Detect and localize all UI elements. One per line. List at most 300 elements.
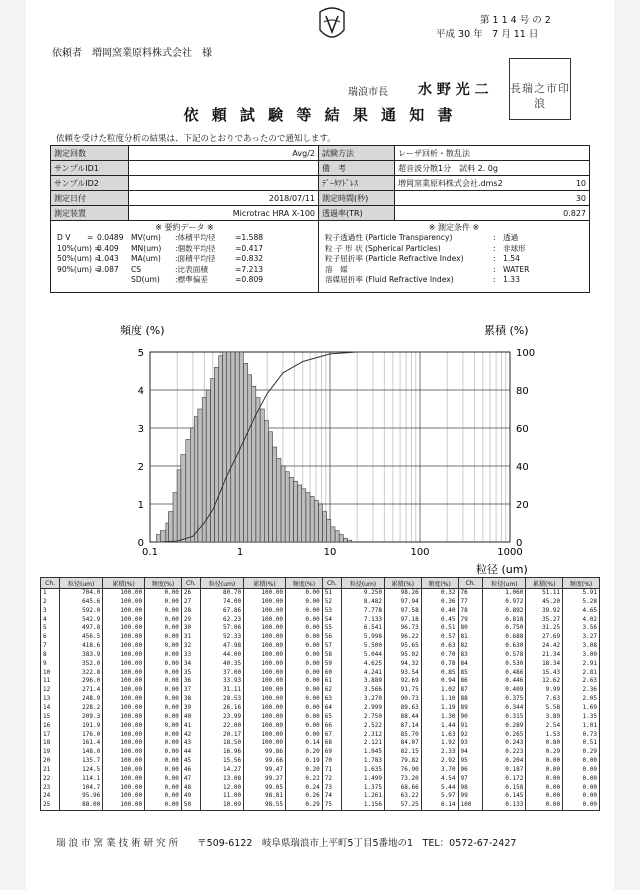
table-cell: 0.00 [145, 784, 182, 793]
condition-text: 溶 媒 [325, 264, 348, 274]
issuer-name: 水 野 光 二 [418, 82, 489, 98]
summary-cell-text: 3.087 [97, 264, 119, 274]
table-cell: 100.00 [244, 598, 286, 607]
histogram-bar [235, 352, 239, 542]
table-cell: 5 [41, 624, 60, 633]
table-cell: 124.5 [60, 766, 103, 775]
table-cell: 0.00 [145, 704, 182, 713]
table-cell: 1.69 [563, 704, 600, 713]
table-cell: 96 [458, 766, 483, 775]
histogram-bar [219, 356, 223, 542]
table-cell: 28.53 [201, 695, 244, 704]
table-cell: 0.94 [421, 677, 458, 686]
table-cell: 100.00 [244, 642, 286, 651]
table-row [41, 669, 600, 678]
table-cell: 5.91 [563, 589, 600, 598]
table-cell: 82 [458, 642, 483, 651]
table-cell: 36 [181, 677, 200, 686]
table-cell: 100.00 [103, 669, 145, 678]
table-cell: 0.00 [526, 757, 563, 766]
table-cell: 14 [41, 704, 60, 713]
summary-cell-text: :比表面積 [175, 264, 208, 274]
info-label: 測定時間(秒) [319, 191, 395, 206]
table-cell: 2.81 [563, 669, 600, 678]
histogram-bar [166, 523, 169, 542]
condition-text: 粒子屈折率 (Particle Refractive Index) [325, 254, 464, 263]
table-cell: 100.00 [103, 607, 145, 616]
table-cell: 2.05 [563, 695, 600, 704]
table-cell: 6.541 [342, 624, 385, 633]
y-tick-label: 3 [137, 424, 144, 435]
table-cell: 9.99 [526, 686, 563, 695]
table-cell: 15.43 [526, 669, 563, 678]
table-cell: 14.27 [201, 766, 244, 775]
summary-cell-text: D V [57, 233, 71, 242]
document-page [26, 0, 614, 890]
table-cell: 53 [322, 607, 341, 616]
summary-cell-text: :面積平均径 [175, 254, 216, 263]
table-cell: 0.00 [563, 784, 600, 793]
table-cell: 100.00 [244, 686, 286, 695]
document-title: 依 頼 試 験 等 結 果 通 知 書 [183, 106, 457, 124]
table-cell: 90.73 [384, 695, 421, 704]
table-cell: 4.54 [421, 775, 458, 784]
table-header: 頻度(%) [563, 578, 600, 589]
y2-tick-label: 20 [516, 500, 529, 511]
table-cell: 100.00 [244, 589, 286, 598]
table-cell: 0.00 [286, 722, 323, 731]
table-cell: 2.36 [563, 686, 600, 695]
table-cell: 99.86 [244, 748, 286, 757]
table-row [41, 642, 600, 651]
x-tick-label: 0.1 [142, 547, 158, 558]
table-cell: 0.00 [286, 651, 323, 660]
table-header: 累積(%) [526, 578, 563, 589]
table-cell: 0.243 [483, 739, 526, 748]
summary-cell-text: 10%(um) = [57, 243, 101, 253]
table-cell: 100.00 [244, 722, 286, 731]
table-cell: 5.28 [563, 598, 600, 607]
table-cell: 100.00 [103, 792, 145, 801]
table-cell: 82.15 [384, 748, 421, 757]
condition-text: 1.54 [503, 254, 520, 263]
table-cell: 4.241 [342, 669, 385, 678]
table-cell: 100.00 [244, 624, 286, 633]
table-cell: 39 [181, 704, 200, 713]
histogram-bar [231, 352, 235, 542]
table-cell: 100.00 [244, 633, 286, 642]
table-cell: 2.92 [421, 757, 458, 766]
table-cell: 10.09 [201, 801, 244, 810]
table-cell: 0.29 [286, 801, 323, 810]
table-cell: 3.566 [342, 686, 385, 695]
table-row [41, 633, 600, 642]
table-cell: 78 [458, 607, 483, 616]
table-header: Ch. [181, 578, 200, 589]
y-tick-label: 5 [137, 348, 144, 359]
histogram-bar [306, 493, 310, 542]
table-cell: 100.00 [103, 731, 145, 740]
condition-text: 透過 [503, 233, 519, 242]
table-cell: 72 [322, 775, 341, 784]
table-cell: 1.63 [421, 731, 458, 740]
summary-heading: ※ 要約データ ※ [155, 223, 214, 232]
table-cell: 84.07 [384, 739, 421, 748]
table-cell: 62.23 [201, 616, 244, 625]
table-cell: 6.14 [421, 801, 458, 810]
table-cell: 86 [458, 677, 483, 686]
table-cell: 0.85 [421, 669, 458, 678]
info-value: 超音波分散1分 試料 2. 0g [395, 161, 590, 176]
particle-size-chart [26, 318, 614, 580]
table-header: 累積(%) [384, 578, 421, 589]
table-cell: 352.0 [60, 660, 103, 669]
table-cell: 3.00 [563, 651, 600, 660]
table-cell: 20 [41, 757, 60, 766]
table-cell: 97.18 [384, 616, 421, 625]
footer-address: 瑞 浪 市 窯 業 技 術 研 究 所 〒509-6122 岐阜県瑞浪市上平町5丁目5番地の1 TEL：0572-67-2427 [56, 838, 517, 849]
table-cell: 1.10 [421, 695, 458, 704]
table-cell: 0.223 [483, 748, 526, 757]
table-cell: 100.00 [103, 651, 145, 660]
y-tick-label: 2 [137, 462, 144, 473]
table-cell: 71 [322, 766, 341, 775]
table-cell: 85 [458, 669, 483, 678]
summary-cell [51, 221, 319, 293]
table-cell: 271.4 [60, 686, 103, 695]
table-cell: 99.47 [244, 766, 286, 775]
table-cell: 2 [41, 598, 60, 607]
table-row [41, 651, 600, 660]
histogram-bar [293, 481, 297, 542]
table-cell: 3.08 [563, 642, 600, 651]
conditions-heading: ※ 測定条件 ※ [428, 223, 480, 232]
table-cell: 0.446 [483, 677, 526, 686]
table-cell: 0.00 [563, 757, 600, 766]
table-row [41, 598, 600, 607]
table-cell: 100.00 [103, 677, 145, 686]
table-cell: 2.750 [342, 713, 385, 722]
condition-text: 非球形 [503, 243, 526, 253]
table-cell: 0.00 [145, 731, 182, 740]
table-cell: 21 [41, 766, 60, 775]
table-cell: 80.70 [201, 589, 244, 598]
table-cell: 91 [458, 722, 483, 731]
table-cell: 46 [181, 766, 200, 775]
table-cell: 2.33 [421, 748, 458, 757]
table-cell: 5.500 [342, 642, 385, 651]
table-cell: 58 [322, 651, 341, 660]
table-cell: 24 [41, 792, 60, 801]
table-cell: 16.96 [201, 748, 244, 757]
condition-text: : [493, 254, 496, 263]
table-cell: 0.00 [145, 669, 182, 678]
table-cell: 91.75 [384, 686, 421, 695]
table-cell: 100.00 [244, 616, 286, 625]
y2-tick-label: 0 [516, 538, 523, 549]
table-cell: 0.133 [483, 801, 526, 810]
histogram-bar [210, 379, 214, 542]
table-cell: 0.45 [421, 616, 458, 625]
histogram-bar [264, 420, 268, 542]
table-cell: 45.20 [526, 598, 563, 607]
table-cell: 148.0 [60, 748, 103, 757]
histogram-bar [190, 428, 194, 542]
table-cell: 1.375 [342, 784, 385, 793]
info-label: 測定日付 [51, 191, 129, 206]
table-cell: 2.999 [342, 704, 385, 713]
y2-tick-label: 80 [516, 386, 529, 397]
table-cell: 0.00 [145, 748, 182, 757]
table-cell: 100.00 [103, 748, 145, 757]
table-cell: 88.00 [60, 801, 103, 810]
table-cell: 40 [181, 713, 200, 722]
table-cell: 20.17 [201, 731, 244, 740]
condition-row [325, 233, 583, 244]
summary-row [57, 254, 312, 265]
table-cell: 57.25 [384, 801, 421, 810]
table-cell: 0.00 [145, 607, 182, 616]
histogram-bar [223, 352, 227, 542]
table-cell: 67.86 [201, 607, 244, 616]
table-cell: 12.00 [201, 784, 244, 793]
table-cell: 0.00 [526, 801, 563, 810]
table-cell: 88.44 [384, 713, 421, 722]
table-cell: 0.630 [483, 642, 526, 651]
histogram-bar [198, 409, 202, 542]
histogram-bar [302, 489, 306, 542]
table-cell: 98.26 [384, 589, 421, 598]
table-cell: 0.00 [286, 642, 323, 651]
table-cell: 0.00 [145, 598, 182, 607]
table-cell: 5.044 [342, 651, 385, 660]
table-cell: 0.00 [286, 598, 323, 607]
info-label: サンプルID2 [51, 176, 129, 191]
table-cell: 21.34 [526, 651, 563, 660]
histogram-bar [314, 500, 318, 542]
table-cell: 2.63 [563, 677, 600, 686]
table-cell: 19 [41, 748, 60, 757]
table-cell: 176.0 [60, 731, 103, 740]
table-cell: 0.00 [286, 607, 323, 616]
table-cell: 1.01 [563, 722, 600, 731]
table-row [41, 589, 600, 598]
table-cell: 0.26 [286, 792, 323, 801]
histogram-bar [343, 538, 347, 542]
table-cell: 100.00 [103, 704, 145, 713]
table-cell: 0.00 [145, 722, 182, 731]
table-row [41, 677, 600, 686]
table-cell: 74 [322, 792, 341, 801]
table-cell: 67 [322, 731, 341, 740]
table-cell: 0.51 [421, 624, 458, 633]
table-cell: 100.00 [103, 739, 145, 748]
histogram-bar [285, 472, 289, 542]
histogram-bar [335, 531, 339, 542]
table-cell: 2.91 [563, 660, 600, 669]
table-cell: 22 [41, 775, 60, 784]
condition-text: : [493, 264, 496, 274]
table-cell: 100.00 [244, 677, 286, 686]
table-cell: 90 [458, 713, 483, 722]
table-header: 頻度(%) [286, 578, 323, 589]
table-cell: 42 [181, 731, 200, 740]
table-cell: 0.00 [145, 651, 182, 660]
table-cell: 28 [181, 607, 200, 616]
table-cell: 100.00 [103, 686, 145, 695]
table-cell: 11 [41, 677, 60, 686]
table-cell: 84 [458, 660, 483, 669]
table-cell: 0.73 [563, 731, 600, 740]
table-cell: 35.27 [526, 616, 563, 625]
table-cell: 0.19 [286, 757, 323, 766]
table-cell: 100.00 [103, 722, 145, 731]
table-cell: 0.78 [421, 660, 458, 669]
histogram-bar [273, 447, 277, 542]
x-tick-label: 1000 [497, 547, 523, 558]
histogram-bar [181, 455, 186, 542]
table-cell: 100.00 [244, 607, 286, 616]
table-cell: 0.145 [483, 792, 526, 801]
y2-tick-label: 100 [516, 348, 536, 359]
histogram-bar [322, 512, 326, 542]
condition-row [325, 244, 583, 255]
table-cell: 7.63 [526, 695, 563, 704]
table-cell: 70 [322, 757, 341, 766]
table-cell: 0.00 [145, 589, 182, 598]
table-cell: 57.06 [201, 624, 244, 633]
table-cell: 0.00 [286, 633, 323, 642]
summary-cell-text: 50%(um) = [57, 254, 101, 263]
table-cell: 135.7 [60, 757, 103, 766]
table-cell: 2.121 [342, 739, 385, 748]
table-cell: 92 [458, 731, 483, 740]
condition-text: 粒子透過性 (Particle Transparency) [325, 233, 453, 242]
histogram-bar [157, 534, 161, 542]
info-label: 測定回数 [51, 146, 129, 161]
table-cell: 0.158 [483, 784, 526, 793]
table-cell: 27.69 [526, 633, 563, 642]
histogram-bar [281, 466, 285, 542]
table-cell: 23.99 [201, 713, 244, 722]
table-cell: 43 [181, 739, 200, 748]
table-cell: 0.688 [483, 633, 526, 642]
table-row [41, 748, 600, 757]
histogram-bar [248, 375, 252, 542]
table-cell: 13 [41, 695, 60, 704]
table-row [41, 801, 600, 810]
table-cell: 23 [41, 784, 60, 793]
table-cell: 8.482 [342, 598, 385, 607]
table-cell: 73.20 [384, 775, 421, 784]
table-cell: 0.00 [286, 660, 323, 669]
table-row [41, 695, 600, 704]
summary-cell-text [57, 275, 87, 286]
measurement-info-table [50, 145, 590, 293]
table-cell: 30 [181, 624, 200, 633]
table-cell: 100.00 [103, 766, 145, 775]
table-cell: 2.522 [342, 722, 385, 731]
table-header: 粒径(um) [60, 578, 103, 589]
info-value: 増岡窯業原料株式会社.dms2 [395, 176, 560, 191]
conditions-block [325, 233, 583, 286]
table-cell: 209.3 [60, 713, 103, 722]
table-cell: 79.82 [384, 757, 421, 766]
table-cell: 92.69 [384, 677, 421, 686]
table-cell: 95.02 [384, 651, 421, 660]
conditions-cell [319, 221, 590, 293]
channel-data-table [40, 577, 600, 811]
table-row [41, 757, 600, 766]
table-cell: 1.261 [342, 792, 385, 801]
table-cell: 0.00 [286, 669, 323, 678]
table-cell: 77 [458, 598, 483, 607]
table-cell: 100.00 [244, 660, 286, 669]
y2-tick-label: 60 [516, 424, 529, 435]
table-cell: 1.060 [483, 589, 526, 598]
table-cell: 98.81 [244, 792, 286, 801]
summary-cell-text: :体積平均径 [175, 233, 216, 242]
histogram-bar [194, 417, 198, 542]
table-cell: 11.00 [201, 792, 244, 801]
table-cell: 0.63 [421, 642, 458, 651]
info-value: 2018/07/11 [129, 191, 319, 206]
table-header: 累積(%) [244, 578, 286, 589]
table-cell: 12.62 [526, 677, 563, 686]
table-cell: 2.312 [342, 731, 385, 740]
table-cell: 26 [181, 589, 200, 598]
table-cell: 8 [41, 651, 60, 660]
table-header: 粒径(um) [342, 578, 385, 589]
table-cell: 1.44 [421, 722, 458, 731]
table-cell: 55 [322, 624, 341, 633]
histogram-bar [243, 363, 247, 542]
table-cell: 99 [458, 792, 483, 801]
table-cell: 0.20 [286, 766, 323, 775]
table-cell: 32 [181, 642, 200, 651]
table-cell: 0.00 [563, 766, 600, 775]
table-cell: 87.14 [384, 722, 421, 731]
table-cell: 3 [41, 607, 60, 616]
summary-row [57, 244, 312, 255]
condition-row [325, 254, 583, 265]
table-cell: 9.250 [342, 589, 385, 598]
table-row [41, 739, 600, 748]
table-cell: 99.05 [244, 784, 286, 793]
info-label: 試験方法 [319, 146, 395, 161]
histogram-bar [214, 367, 218, 542]
table-cell: 0.187 [483, 766, 526, 775]
table-cell: 66 [322, 722, 341, 731]
table-cell: 94 [458, 748, 483, 757]
table-cell: 93 [458, 739, 483, 748]
table-row [41, 731, 600, 740]
summary-cell-text: 0.409 [97, 243, 119, 253]
y-axis-title: 頻度 (%) [120, 324, 165, 337]
table-header: 累積(%) [103, 578, 145, 589]
condition-text: 溶媒屈折率 (Fluid Refractive Index) [325, 275, 454, 284]
table-row [41, 607, 600, 616]
table-cell: 497.8 [60, 624, 103, 633]
table-cell: 88 [458, 695, 483, 704]
table-cell: 542.9 [60, 616, 103, 625]
table-cell: 0.20 [286, 748, 323, 757]
table-row [41, 722, 600, 731]
table-row [41, 713, 600, 722]
histogram-bar [268, 432, 272, 542]
histogram-bar [173, 493, 177, 542]
summary-cell-text: :標準偏差 [175, 275, 208, 284]
